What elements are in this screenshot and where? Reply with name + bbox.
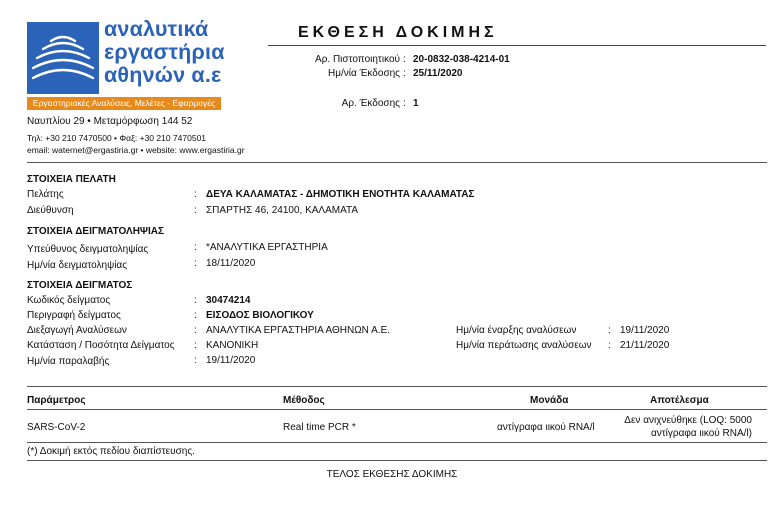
company-email-web: email: waternet@ergastiria.gr • website: www.ergastiria.gr: [27, 145, 245, 155]
client-name-value: ΔΕΥΑ ΚΑΛΑΜΑΤΑΣ - ΔΗΜΟΤΙΚΗ ΕΝΟΤΗΤΑ ΚΑΛΑΜΑΤΑΣ: [206, 189, 475, 200]
client-address-colon: :: [194, 205, 197, 216]
client-name-label: Πελάτης: [27, 189, 64, 200]
results-top-rule: [27, 386, 767, 387]
footnote: (*) Δοκιμή εκτός πεδίου διαπίστευσης.: [27, 446, 195, 457]
client-section-divider: [27, 162, 767, 163]
row-result-line-2: αντίγραφα ιικού RNA/l): [650, 428, 752, 439]
company-name-line-1: αναλυτικά: [104, 17, 209, 41]
company-name: [104, 18, 225, 87]
company-tagline: Εργαστηριακές Αναλύσεις, Μελέτες - Εφαρμογές: [27, 97, 221, 110]
sample-receipt-value: 19/11/2020: [206, 355, 256, 366]
sampling-responsible-value: *ΑΝΑΛΥΤΙΚΑ ΕΡΓΑΣΤΗΡΙΑ: [206, 242, 328, 253]
issue-no-label: Αρ. Έκδοσης: [341, 98, 400, 109]
issue-no-value: 1: [413, 98, 419, 109]
row-result-line-1: Δεν ανιχνεύθηκε (LOQ: 5000: [624, 415, 752, 426]
col-header-method: Μέθοδος: [283, 395, 325, 406]
col-header-unit: Μονάδα: [530, 395, 569, 406]
sampling-responsible-colon: :: [194, 242, 197, 253]
sample-end-colon: :: [608, 340, 611, 351]
sample-conduct-label: Διεξαγωγή Αναλύσεων: [27, 325, 127, 336]
company-name-line-2: εργαστήρια: [104, 40, 225, 64]
results-header-rule: [27, 409, 767, 410]
sample-code-colon: :: [194, 295, 197, 306]
logo-waves-icon: [27, 22, 99, 94]
issue-date-label: Ημ/νία Έκδοσης: [328, 68, 400, 79]
sample-heading: ΣΤΟΙΧΕΙΑ ΔΕΙΓΜΑΤΟΣ: [27, 280, 133, 291]
row-method: Real time PCR *: [283, 422, 356, 433]
report-end-text: ΤΕΛΟΣ ΕΚΘΕΣΗΣ ΔΟΚΙΜΗΣ: [326, 469, 458, 480]
company-logo: [27, 22, 99, 94]
company-phone-fax: Τηλ: +30 210 7470500 • Φαξ: +30 210 7470501: [27, 133, 207, 143]
sampling-date-colon: :: [194, 258, 197, 269]
cert-value: 20-0832-038-4214-01: [413, 54, 510, 65]
sample-desc-label: Περιγραφή δείγματος: [27, 310, 121, 321]
client-address-value: ΣΠΑΡΤΗΣ 46, 24100, ΚΑΛΑΜΑΤΑ: [206, 205, 359, 216]
report-title: ΕΚΘΕΣΗ ΔΟΚΙΜΗΣ: [298, 24, 498, 41]
sample-desc-value: ΕΙΣΟΔΟΣ ΒΙΟΛΟΓΙΚΟΥ: [206, 310, 314, 321]
company-address: Ναυπλίου 29 • Μεταμόρφωση 144 52: [27, 116, 193, 127]
sample-start-colon: :: [608, 325, 611, 336]
sample-desc-colon: :: [194, 310, 197, 321]
col-header-result: Αποτέλεσμα: [650, 395, 709, 406]
cert-label: Αρ. Πιστοποιητικού: [315, 54, 400, 65]
sample-conduct-value: ΑΝΑΛΥΤΙΚΑ ΕΡΓΑΣΤΗΡΙΑ ΑΘΗΝΩΝ Α.Ε.: [206, 325, 391, 336]
sample-code-value: 30474214: [206, 295, 251, 306]
sample-code-label: Κωδικός δείγματος: [27, 295, 111, 306]
row-parameter: SARS-CoV-2: [27, 422, 86, 433]
sample-state-value: ΚΑΝΟΝΙΚΗ: [206, 340, 259, 351]
client-heading: ΣΤΟΙΧΕΙΑ ΠΕΛΑΤΗ: [27, 174, 116, 185]
issue-date-value: 25/11/2020: [413, 68, 463, 79]
title-divider: [268, 45, 766, 46]
sampling-responsible-label: Υπεύθυνος δειγματοληψίας: [27, 244, 149, 255]
sampling-date-value: 18/11/2020: [206, 258, 256, 269]
footnote-rule: [27, 460, 767, 461]
sample-end-value: 21/11/2020: [620, 340, 670, 351]
sample-end-label: Ημ/νία περάτωσης αναλύσεων: [456, 340, 592, 351]
sampling-heading: ΣΤΟΙΧΕΙΑ ΔΕΙΓΜΑΤΟΛΗΨΙΑΣ: [27, 226, 165, 237]
issue-date-colon: :: [403, 68, 406, 79]
row-unit: αντίγραφα ιικού RNA/l: [497, 422, 595, 433]
company-name-line-3: αθηνών α.ε: [104, 63, 222, 87]
col-header-parameter: Παράμετρος: [27, 395, 86, 406]
results-bottom-rule: [27, 442, 767, 443]
cert-colon: :: [403, 54, 406, 65]
sample-start-label: Ημ/νία έναρξης αναλύσεων: [456, 325, 577, 336]
issue-no-colon: :: [403, 98, 406, 109]
sample-receipt-colon: :: [194, 355, 197, 366]
sample-conduct-colon: :: [194, 325, 197, 336]
client-address-label: Διεύθυνση: [27, 205, 74, 216]
sample-state-label: Κατάσταση / Ποσότητα Δείγματος: [27, 340, 175, 351]
sample-state-colon: :: [194, 340, 197, 351]
sample-start-value: 19/11/2020: [620, 325, 670, 336]
sample-receipt-label: Ημ/νία παραλαβής: [27, 356, 110, 367]
client-name-colon: :: [194, 189, 197, 200]
sampling-date-label: Ημ/νία δειγματοληψίας: [27, 260, 128, 271]
